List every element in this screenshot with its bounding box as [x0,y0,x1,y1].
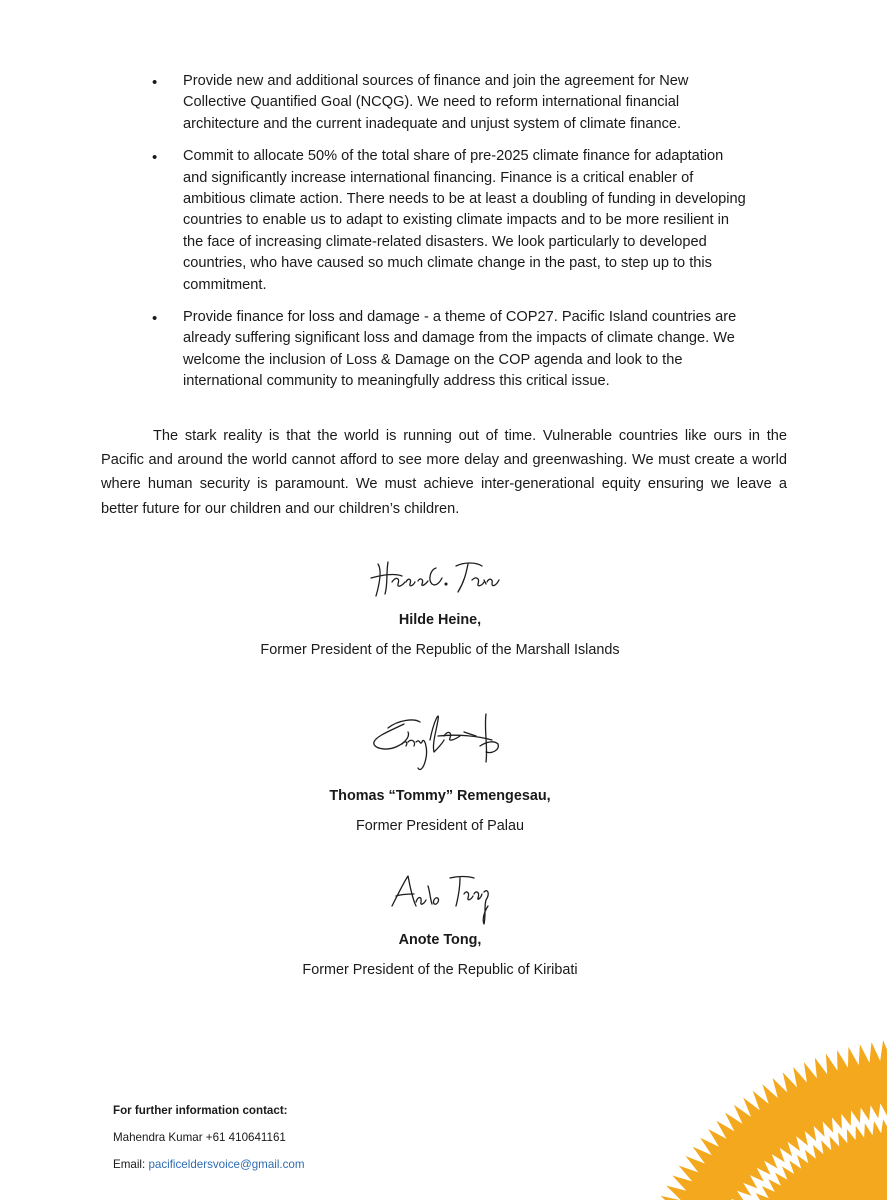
bullet-line: and significantly increase international financing. Finance is a critical enabler of [183,169,694,186]
signature-image-tong [388,872,498,928]
signature-block-tong [200,872,680,980]
bullet-line: Collective Quantified Goal (NCQG). We need to reform international financial [183,94,680,111]
closing-paragraph: The stark reality is that the world is running out of time. Vulnerable countries like ours in the Pacific and around the world cannot afford to see more delay and greenwashing. We must create a world where human security is paramount. We must achieve inter-generational equity ensuring we leave a better future for our children and our children’s children. [101,428,787,517]
email-link[interactable]: pacificeldersvoice@gmail.com [148,1158,305,1171]
signature-block-heine [200,556,680,660]
bullet-icon: • [152,149,158,167]
bullet-icon: • [152,310,158,328]
bullet-line: commitment. [183,276,267,293]
contact-person: Mahendra Kumar +61 410641161 [113,1131,286,1144]
signature-image-heine [368,556,508,600]
signatory-title: Former President of the Republic of Kiribati [302,962,578,978]
bullet-line: Provide finance for loss and damage - a theme of COP27. Pacific Island countries are [183,309,737,326]
bullet-line: the face of increasing climate-related disasters. We look particularly to developed [183,233,707,250]
bullet-line: Provide new and additional sources of finance and join the agreement for New [183,73,689,89]
signatory-title: Former President of Palau [356,818,524,834]
bullet-line: countries to enable us to adapt to existing climate impacts and to be more resilient in [183,212,729,229]
signature-block-remengesau [250,706,630,836]
bullet-line: international community to meaningfully address this critical issue. [183,373,610,390]
bullet-line: Commit to allocate 50% of the total share of pre-2025 climate finance for adaptation [183,148,724,165]
signatory-name: Anote Tong, [398,932,482,948]
signature-image-remengesau [368,706,518,780]
list-item [150,146,790,296]
demands-list [150,71,790,404]
bullet-icon: • [152,74,158,91]
email-label: Email: [113,1158,149,1171]
contact-footer [113,1103,305,1173]
list-item [150,71,790,135]
signatory-name: Thomas “Tommy” Remengesau, [329,788,551,804]
bullet-line: countries, who have caused so much climate change in the past, to step up to this [183,255,712,272]
contact-heading: For further information contact: [113,1104,288,1117]
bullet-line: already suffering significant loss and damage from the impacts of climate change. We [183,330,735,347]
contact-email-line [113,1157,305,1173]
bullet-line: welcome the inclusion of Loss & Damage on the COP agenda and look to the [183,351,683,368]
sun-rays-shape [490,1038,887,1200]
bullet-line: architecture and the current inadequate and unjust system of climate finance. [183,115,682,132]
signatory-title: Former President of the Republic of the Marshall Islands [260,642,620,658]
bullet-line: ambitious climate action. There needs to be at least a doubling of funding in developing [183,191,746,208]
signatory-name: Hilde Heine, [398,612,482,628]
list-item [150,307,790,393]
sun-decoration-icon [490,1030,887,1200]
